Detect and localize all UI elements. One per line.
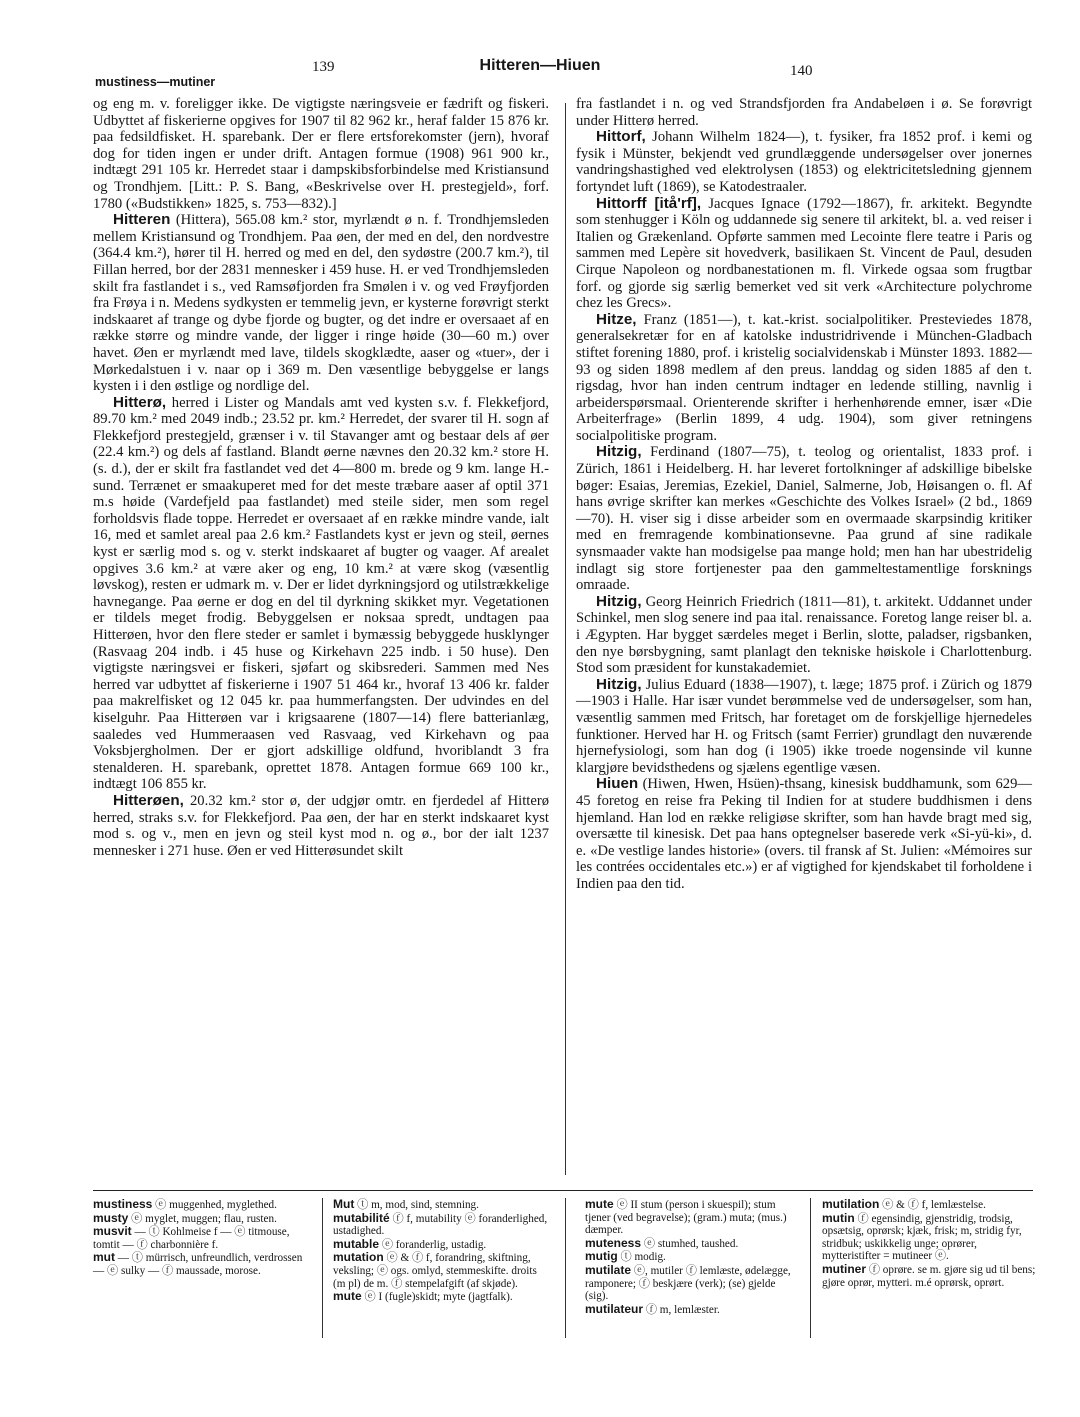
headword: Hittorf, <box>596 128 646 146</box>
glossary-range: mustiness—mutiner <box>95 75 216 89</box>
glossary-entry: mute ⓔ I (fugle)skidt; myte (jagtfalk). <box>333 1289 513 1304</box>
glossary-divider <box>322 1198 323 1338</box>
column-divider <box>565 103 566 1175</box>
entry-paragraph: og eng m. v. foreligger ikke. De vigtigste næringsveie er fædrift og fiskeri. Udbyttet af fiskerierne opgives for 1907 til 82 962 kr., heraf falder 15 876 kr. paa fedsildfisket. H. sparebank. Der er flere ertsforekomster (jern), hvoraf dog for tiden ingen er under drift. Antagen formue (1908) 961 900 kr., indtægt 291 105 kr. Herredet staar i dampskibsforbindelse med Kristiansund og Trondhjem. [Litt.: P. S. Bang, «Beskrivelse over H. prestegjeld», forf. 1780 («Budstikken» 1825, s. 753—832).] <box>93 96 549 212</box>
footer-rule <box>93 1190 1033 1191</box>
left-column <box>93 96 549 859</box>
entry-hitzig-georg: Hitzig, Georg Heinrich Friedrich (1811—81), t. arkitekt. Uddannet under Schinkel, men slog senere ind paa ital. renaissance. Foretog lange reiser bl. a. i Ægypten. Har bygget særdeles meget i Berlin, slotte, paladser, rigsbanken, den nye børsbygning, samt planlagt den tekniske høiskole i Charlottenburg. Stod som præsident for kunstakademiet. <box>576 592 1032 677</box>
headword: Hitze, <box>596 310 637 328</box>
entry-hittorff: Hittorff [itå'rf], Jacques Ignace (1792—1867), fr. arkitekt. Begyndte som stenhugger i Köln og uddannede sig senere til arkitekt, bl. a. ved reiser i Italien og Grækenland. Opførte sammen med Lecointe flere teatre i Paris og sammen med Lepère sit hovedverk, basilikaen St. Vincent de Paul, desuden Cirque Napoleon og nordbanestationen m. fl. Virkede ogsaa som frugtbar forf. og gjorde sig særlig bemerket ved sit verk «Architecture polychrome chez les Grecs». <box>576 194 1033 312</box>
entry-hitzig-julius: Hitzig, Julius Eduard (1838—1907), t. læge; 1875 prof. i Zürich og 1879—1903 i Halle. Har især vundet berømmelse ved de undersøgelser, som han, væsentlig sammen med Fritsch, har foretaget om de forskjellige hjernedeles funktioner. Herved har H. og Fritsch (samt Ferrier) grundlagt den nuværende hjernefysiologi, som han dog (i 1905) ikke troede nogensinde vil kunne klargjøre bevidsthedens og sjælens egentlige væsen. <box>576 675 1032 776</box>
glossary-entry: mutabilité ⓕ f, mutability ⓔ foranderlighed, ustadighed. <box>333 1210 548 1238</box>
headword: Hitzig, <box>596 592 642 610</box>
page-number-left: 139 <box>312 59 335 75</box>
glossary-entry: mutilate ⓔ, mutiler ⓕ lemlæste, ødelægge, ramponere; ⓕ beskjære (verk); (se) gjelde (sig). <box>585 1262 791 1303</box>
entry-hitzig-ferdinand: Hitzig, Ferdinand (1807—75), t. teolog og orientalist, 1833 prof. i Zürich, 1861 i Heidelberg. H. har leveret fortolkninger af adskillige bibelske bøger: Esaias, Jeremias, Ezekiel, Daniel, Salmerne, Job, Høisangen o. fl. Af hans øvrige skrifter kan merkes «Geschichte des Volkes Israel» (2 bd., 1869—70). H. viser sig i disse arbeider som en overmaade skarpsindig kritiker med en fremragende kombinationsevne. Paa grund af sine radikale synsmaader vakte han modsigelse paa mange hold; men han har ubestridelig indlagt sig store fortjenester paa den gammeltestamentlige forsknings omraade. <box>576 443 1032 594</box>
glossary-entry: mutation ⓔ & ⓕ f, forandring, skiftning, veksling; ⓔ ogs. omlyd, stemmeskifte. droits (m pl) de m. ⓕ stempelafgift (af skjøde). <box>333 1250 537 1290</box>
headword: Hitzig, <box>596 443 642 461</box>
headword: Hitterø, <box>113 393 167 411</box>
glossary-column-1 <box>93 1198 308 1278</box>
headword: Hitzig, <box>596 675 642 693</box>
headword: Hitterøen, <box>113 791 184 809</box>
glossary-entry: mut — ⓣ mürrisch, unfreundlich, verdrossen — ⓔ sulky — ⓕ maussade, morose. <box>93 1250 303 1277</box>
glossary-entry: musvit — ⓣ Kohlmeise f — ⓔ titmouse, tomtit — ⓕ charbonnière f. <box>93 1224 290 1251</box>
entry-hiuen: Hiuen (Hiwen, Hwen, Hsüen)-thsang, kinesisk buddhamunk, som 629—45 foretog en reise fra Peking til Indien for at studere buddhismen i dens hjemland. Han lod en række religiøse skrifter, som han havde bragt med sig, oversætte til kinesisk. Det paa hans optegnelser baserede verk «Si-yü-ki», d. e. «De vestlige landes historie» (overs. til fransk af St. Julien: «Mémoires sur les contrées occidentales etc.») er af vigtighed for kjendskabet til forholdene i Indien paa den tid. <box>576 775 1032 892</box>
running-title: Hitteren—Hiuen <box>479 57 601 74</box>
entry-hittorf: Hittorf, Johann Wilhelm 1824—), t. fysiker, fra 1852 prof. i kemi og fysik i Münster, bekjendt ved grundlæggende undersøgelser over jonernes vandringshastighed ved elektrolysen (1853) og elektricitetsledning gjennem fortyndet luft (1869), se Katodestraaler. <box>576 128 1032 195</box>
glossary-entry: mutin ⓕ egensindig, gjenstridig, trodsig, opsætsig, oprørsk; kjæk, frisk; m, stridig fyr, stridbuk; uskikkelig unge; oprører, mytteristifter = mutineer ⓔ. <box>822 1210 1022 1263</box>
glossary-entry: Mut ⓣ m, mod, sind, stemning. <box>333 1197 479 1211</box>
glossary-entry: mutable ⓔ foranderlig, ustadig. <box>333 1236 487 1251</box>
glossary-entry: musty ⓔ myglet, muggen; flau, rusten. <box>93 1210 277 1225</box>
page-number-right: 140 <box>790 63 813 79</box>
glossary-entry: mutilation ⓔ & ⓕ f, lemlæstelse. <box>822 1197 986 1211</box>
entry-hittero: Hitterø, herred i Lister og Mandals amt ved kysten s.v. f. Flekkefjord, 89.70 km.² med 2049 indb.; 23.52 pr. km.² Herredet, der svarer til H. sogn af Flekkefjord prestegjeld, grænser i v. til Stavanger amt og bestaar dels af øer (22.4 km.²) og dels af fastland. Blandt øerne nævnes den 20.32 km.² store H. (s. d.), der er skilt fra fastlandet ved det 4—800 m. brede og 9 km. lange H.-sund. Terrænet er smaakuperet med for det meste træbare aaser af optil 371 m.s høide (Vardefjeld paa fastlandet) med steile sider, men som regel forholdsvis flade toppe. Herredet er oversaaet af en række mindre vande, ialt 16, med et samlet areal paa 2.6 km.² Fastlandets kyst er jevn og steil, øernes kyst er særlig mod s. og v. sterkt indskaaret af bugter og vaager. Af arealet opgives 3.6 km.² at være aker og eng, 10 km.² at være skog (væsentlig løvskog), resten er udmark m. v. Der er lidet dyrkningsjord og utilstrækkelige havnegange. Paa øerne er dog en del til dyrkning skikket myr. Vegetationen er tildels meget frodig. Bebyggelsen er noksaa spredt, undtagen paa Hitterøen, hvor den flere steder er samlet i bymæssig bebyggede husklynger (Rasvaag 204 indb. i 45 huse og Kirkehavn 225 indb. i 50 huse). Den vigtigste næringsvei er fiskeri, sjøfart og skibsrederi. Sammen med Nes herred var udbyttet af fiskerierne i 1907 51 464 kr., hvoraf 13 406 kr. falder paa makrelfisket og 12 045 kr. paa hummerfangsten. Der udvindes en del kiselguhr. Paa Hitterøen var i krigsaarene (1807—14) flere batterianlæg, saaledes ved Hummeraasen ved Rasvaag, ved Kirkehavn og paa Voksbjergholmen. Der er gjort adskillige oldfund, hvoriblandt 3 fra stenalderen. H. sparebank, oprettet 1878. Antagen formue 669 100 kr., indtægt 106 855 kr. <box>93 393 549 793</box>
glossary-entry: mutiner ⓕ oprøre. se m. gjøre sig ud til bens; gjøre oprør, mytteri. m.é oprørsk, oprørt. <box>822 1261 1036 1289</box>
entry-hitteroen: Hitterøen, 20.32 km.² stor ø, der udgjør omtr. en fjerdedel af Hitterø herred, straks s.v. for Flekkefjord. Paa øen, der har en sterkt indskaaret kyst mod s. og v., men en jevn og steil kyst mod n. og ø., bor der ialt 1237 mennesker i 271 huse. Øen er ved Hitterøsundet skilt <box>93 791 549 859</box>
glossary-entry: muteness ⓔ stumhed, taushed. <box>585 1235 739 1250</box>
entry-paragraph: fra fastlandet i n. og ved Strandsfjorden fra Andabeløen i ø. Se forøvrigt under Hitterø herred. <box>576 96 1032 129</box>
glossary-divider <box>810 1198 811 1338</box>
headword: Hittorff [itå'rf], <box>596 194 702 212</box>
glossary-entry: mute ⓔ II stum (person i skuespil); stum tjener (ved begravelse); (gram.) muta; (mus.) dæmper. <box>585 1197 787 1237</box>
entry-hitteren: Hitteren (Hittera), 565.08 km.² stor, myrlændt ø n. f. Trondhjemsleden mellem Kristiansund og Trondhjem. Paa øen, der med en del, den nordvestre (364.4 km.²), hører til H. herred og med en del, den sydøstre (200.7 km.²), til Fillan herred, bor der 2831 mennesker i 459 huse. H. er ved Trondhjemsleden skilt fra fastlandet i s., ved Ramsøfjorden fra Smølen i v. og ved Frøyfjorden fra Frøya i n. Medens sydkysten er temmelig jevn, er kysterne forøvrigt sterkt indskaaret af trange og dybe fjorde og bugter, og det indre er oversaaet af en række større og mindre vande, der ligger i ringe høide (30—60 m.) over havet. Øen er myrlændt med lave, tildels skogklædte, aaser og «tuer», der i Mørkedalstuen i v. naar op i 369 m. Den væsentlige bebyggelse er langs kysten i i den østlige og nordlige del. <box>93 211 549 395</box>
glossary-entry: mutilateur ⓕ m, lemlæster. <box>585 1301 720 1316</box>
glossary-divider <box>565 1198 566 1338</box>
page-header <box>0 55 1080 95</box>
headword: Hitteren <box>113 211 171 229</box>
glossary-entry: mustiness ⓔ muggenhed, myglethed. <box>93 1197 277 1211</box>
glossary-entry: mutig ⓣ modig. <box>585 1249 666 1264</box>
glossary-column-2 <box>333 1198 548 1304</box>
glossary-column-3 <box>585 1198 800 1316</box>
entry-hitze: Hitze, Franz (1851—), t. kat.-krist. socialpolitiker. Presteviedes 1878, generalsekretær for en af katolske industridrivende i München-Gladbach stiftet forening 1880, prof. i kristelig socialvidenskab i Münster 1893. 1882—93 og siden 1898 medlem af den preus. landdag og siden 1885 af den t. rigsdag, hvor han inden centrum indtager en ledende stilling, navnlig i arbeiderspørsmaal. Orienterende skrifter i herhenhørende emner, især «Die Arbeiterfrage» (Berlin 1899, 4 udg. 1904), som giver retningens socialpolitiske program. <box>576 310 1032 444</box>
headword: Hiuen <box>596 775 639 793</box>
glossary-column-4 <box>822 1198 1037 1289</box>
right-column <box>576 96 1032 893</box>
